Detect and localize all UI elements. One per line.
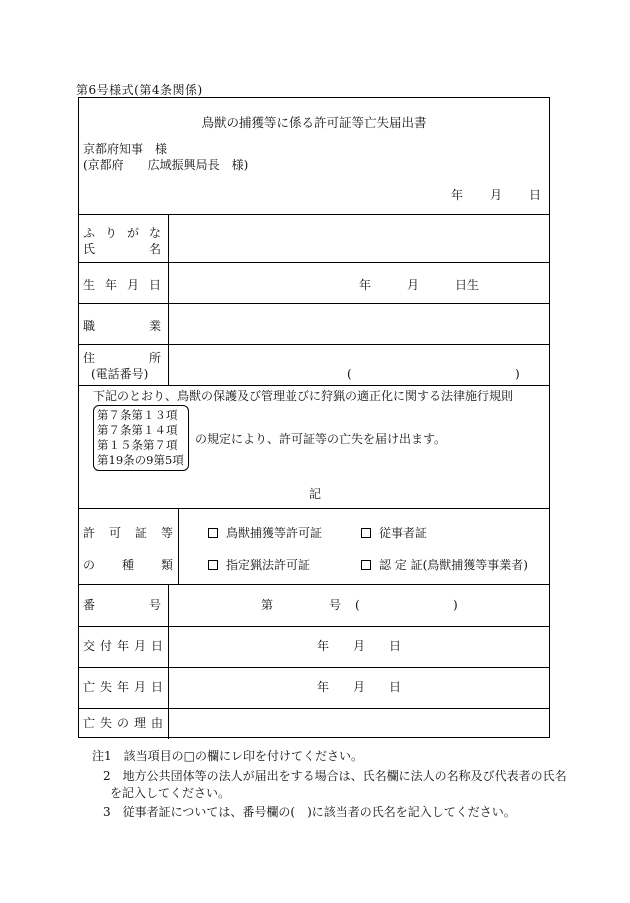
number-field[interactable] — [169, 585, 549, 625]
checkbox-icon[interactable] — [361, 528, 371, 538]
ki-heading: 記 — [309, 487, 322, 501]
phone-paren-close: ) — [515, 367, 520, 381]
number-paren-close: ) — [453, 598, 458, 612]
number-paren-open: ( — [355, 598, 360, 612]
addressee-governor: 京都府知事 様 — [83, 142, 168, 156]
issue-date-field[interactable]: 年 月 日 — [317, 639, 402, 653]
occupation-field[interactable] — [169, 304, 549, 343]
regulation-item: 第19条の9第5項 — [97, 453, 184, 467]
option-designated-method-permit[interactable]: 指定猟法許可証 — [208, 559, 310, 571]
addressee-bureau: (京都府 広域振興局長 様) — [83, 158, 249, 172]
statement-line: 下記のとおり、鳥獣の保護及び管理並びに狩猟の適正化に関する法律施行規則 — [93, 389, 514, 403]
regulation-item: 第７条第１４項 — [97, 423, 178, 437]
phone-paren-open: ( — [347, 367, 352, 381]
note-2: 2 地方公共団体等の法人が届出をする場合は、氏名欄に法人の名称及び代表者の氏名 — [103, 769, 567, 783]
lost-date-label: 亡失年月日 — [83, 680, 169, 694]
furigana-label: ふ り が な — [83, 226, 161, 240]
lost-date-field[interactable]: 年 月 日 — [317, 680, 402, 694]
submission-date[interactable]: 年 月 日 — [451, 188, 543, 202]
lost-reason-label: 亡失の理由 — [83, 716, 169, 730]
statement-continuation: の規定により、許可証等の亡失を届け出ます。 — [195, 432, 447, 446]
phone-label: (電話番号) — [91, 367, 149, 381]
birthdate-field[interactable]: 年 月 日生 — [359, 278, 480, 292]
number-go: 号 — [329, 598, 342, 612]
permit-type-label-bottom: の 種 類 — [83, 558, 173, 572]
occupation-label: 職 業 — [83, 319, 161, 333]
regulation-item: 第７条第１３項 — [97, 408, 178, 422]
lost-reason-field[interactable] — [169, 709, 549, 737]
issue-date-label: 交付年月日 — [83, 639, 169, 653]
address-label: 住 所 — [83, 351, 161, 365]
note-2-continued: を記入してください。 — [110, 786, 231, 800]
number-label: 番 号 — [83, 598, 161, 612]
form-frame — [78, 97, 550, 738]
option-hunting-permit[interactable]: 鳥獣捕獲等許可証 — [208, 527, 322, 539]
number-dai: 第 — [261, 598, 274, 612]
name-field[interactable] — [169, 215, 549, 261]
permit-type-label-top: 許 可 証 等 — [83, 526, 173, 540]
option-worker-card[interactable]: 従事者証 — [361, 527, 427, 539]
checkbox-icon[interactable] — [208, 560, 218, 570]
note-3: 3 従事者証については、番号欄の( )に該当者の氏名を記入してください。 — [103, 805, 516, 819]
option-certification[interactable]: 認 定 証(鳥獣捕獲等事業者) — [361, 559, 528, 571]
note-1: 注1 該当項目の□の欄にレ印を付けてください。 — [92, 749, 363, 763]
checkbox-icon[interactable] — [361, 560, 371, 570]
address-field[interactable] — [169, 345, 549, 384]
form-title: 鳥獣の捕獲等に係る許可証等亡失届出書 — [201, 115, 427, 130]
checkbox-icon[interactable] — [208, 528, 218, 538]
regulation-item: 第１５条第７項 — [97, 438, 178, 452]
birthdate-label: 生 年 月 日 — [83, 278, 161, 292]
form-number-label: 第6号様式(第4条関係) — [76, 83, 203, 97]
name-label: 氏 名 — [83, 242, 161, 256]
regulation-brace — [93, 405, 189, 471]
